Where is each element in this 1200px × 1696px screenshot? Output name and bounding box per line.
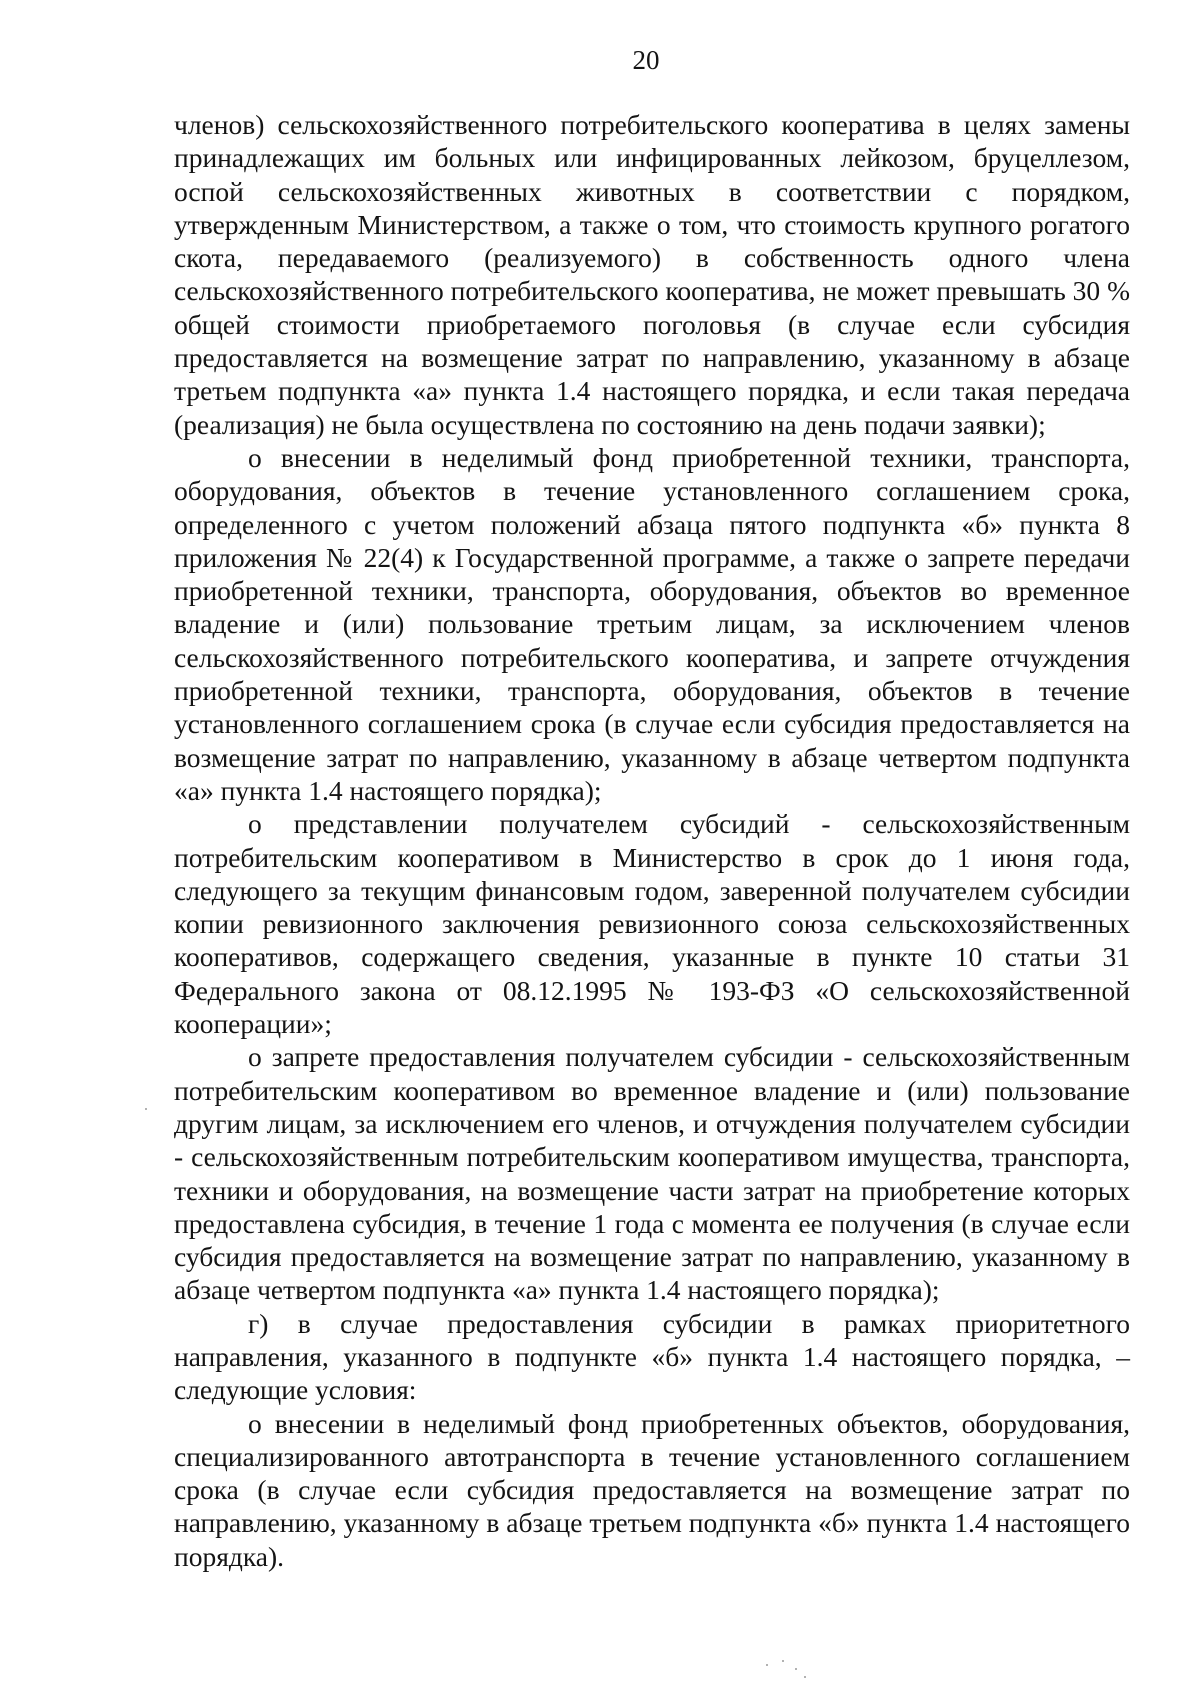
paragraph: о представлении получателем субсидий - сельскохозяйственным потребительским кооперативом в Министерство в срок до 1 июня года, следующего за текущим финансовым годом, заверенной получателем субсидии копии ревизионного заключения ревизионного союза сельскохозяйственных кооперативов, содержащего сведения, указанные в пункте 10 статьи 31 Федерального закона от 08.12.1995 № 193-ФЗ «О сельскохозяйственной кооперации»; <box>174 808 1130 1040</box>
paragraph: о внесении в неделимый фонд приобретенной техники, транспорта, оборудования, объектов в течение установленного соглашением срока, определенного с учетом положений абзаца пятого подпункта «б» пункта 8 приложения № 22(4) к Государственной программе, а также о запрете передачи приобретенной техники, транспорта, оборудования, объектов во временное владение и (или) пользование третьим лицам, за исключением членов сельскохозяйственного потребительского кооператива, и запрете отчуждения приобретенной техники, транспорта, оборудования, объектов в течение установленного соглашением срока (в случае если субсидия предоставляется на возмещение затрат по направлению, указанному в абзаце четвертом подпункта «а» пункта 1.4 настоящего порядка); <box>174 441 1130 806</box>
document-body <box>174 108 1130 1573</box>
scan-speck <box>782 1660 784 1662</box>
paragraph: членов) сельскохозяйственного потребительского кооператива в целях замены принадлежащих им больных или инфицированных лейкозом, бруцеллезом, оспой сельскохозяйственных животных в соответствии с порядком, утвержденным Министерством, а также о том, что стоимость крупного рогатого скота, передаваемого (реализуемого) в собственность одного члена сельскохозяйственного потребительского кооператива, не может превышать 30 % общей стоимости приобретаемого поголовья (в случае если субсидия предоставляется на возмещение затрат по направлению, указанному в абзаце третьем подпункта «а» пункта 1.4 настоящего порядка, и если такая передача (реализация) не была осуществлена по состоянию на день подачи заявки); <box>174 109 1130 440</box>
page-number: 20 <box>632 45 660 75</box>
scan-speck <box>795 1668 797 1670</box>
scan-speck <box>766 1664 768 1666</box>
scan-speck <box>145 1108 147 1110</box>
paragraph: г) в случае предоставления субсидии в рамках приоритетного направления, указанного в подпункте «б» пункта 1.4 настоящего порядка, – следующие условия: <box>174 1307 1130 1406</box>
paragraph: о внесении в неделимый фонд приобретенных объектов, оборудования, специализированного автотранспорта в течение установленного соглашением срока (в случае если субсидия предоставляется на возмещение затрат по направлению, указанному в абзаце третьем подпункта «б» пункта 1.4 настоящего порядка). <box>174 1407 1130 1572</box>
paragraph: о запрете предоставления получателем субсидии - сельскохозяйственным потребительским кооперативом во временное владение и (или) пользование другим лицам, за исключением его членов, и отчуждения получателем субсидии - сельскохозяйственным потребительским кооперативом имущества, транспорта, техники и оборудования, на возмещение части затрат на приобретение которых предоставлена субсидия, в течение 1 года с момента ее получения (в случае если субсидия предоставляется на возмещение затрат по направлению, указанному в абзаце четвертом подпункта «а» пункта 1.4 настоящего порядка); <box>174 1041 1130 1306</box>
scan-speck <box>804 1676 806 1678</box>
